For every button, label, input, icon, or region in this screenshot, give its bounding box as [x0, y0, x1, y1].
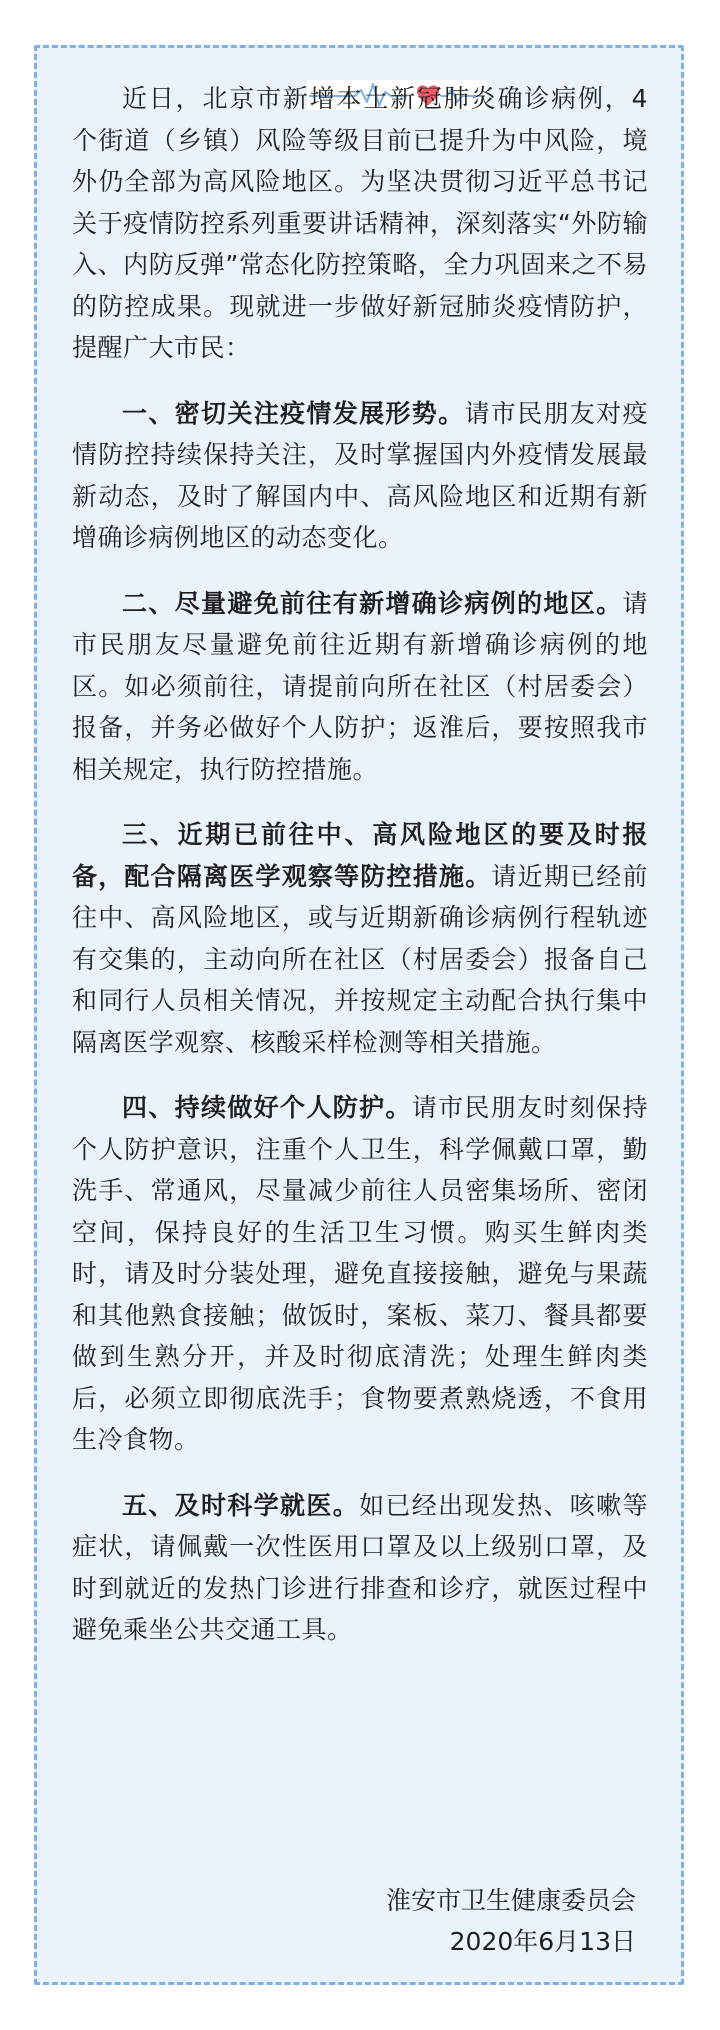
section-5-body: 如已经出现发热、咳嗽等症状，请佩戴一次性医用口罩及以上级别口罩，及时到就近的发热门诊进行排查和诊疗，就医过程中避免乘坐公共交通工具。	[72, 1490, 648, 1644]
signature-org: 淮安市卫生健康委员会	[385, 1886, 636, 1915]
section-1-heading: 一、密切关注疫情发展形势。	[122, 398, 465, 428]
section-3	[72, 814, 648, 1063]
section-4-body: 请市民朋友时刻保持个人防护意识，注重个人卫生，科学佩戴口罩，勤洗手、常通风，尽量减少前往人员密集场所、密闭空间，保持良好的生活卫生习惯。购买生鲜肉类时，请及时分装处理，避免直接接触，避免与果蔬和其他熟食接触；做饭时，案板、菜刀、餐具都要做到生熟分开，并及时彻底清洗；处理生鲜肉类后，必须立即彻底洗手；食物要煮熟烧透，不食用生冷食物。	[72, 1093, 648, 1454]
section-3-heading: 三、近期已前往中、高风险地区的要及时报备，配合隔离医学观察等防控措施。	[72, 820, 648, 891]
section-1-body: 请市民朋友对疫情防控持续保持关注，及时掌握国内外疫情发展最新动态，及时了解国内中、高风险地区和近期有新增确诊病例地区的动态变化。	[72, 398, 648, 552]
section-2	[72, 583, 648, 791]
section-4-heading: 四、持续做好个人防护。	[122, 1093, 412, 1122]
section-5	[72, 1485, 648, 1651]
section-5-heading: 五、及时科学就医。	[122, 1490, 360, 1520]
section-4	[72, 1087, 648, 1461]
section-1	[72, 393, 648, 559]
section-2-heading: 二、尽量避免前往有新增确诊病例的地区。	[122, 588, 623, 618]
notice-body	[72, 78, 648, 1675]
section-3-body: 请近期已经前往中、高风险地区，或与近期新确诊病例行程轨迹有交集的，主动向所在社区（村居委会）报备自己和同行人员相关情况，并按规定主动配合执行集中隔离医学观察、核酸采样检测等相关措施。	[72, 861, 648, 1057]
signature-block	[386, 1880, 636, 1962]
intro-paragraph: 近日，北京市新增本土新冠肺炎确诊病例，4个街道（乡镇）风险等级目前已提升为中风险，境外仍全部为高风险地区。为坚决贯彻习近平总书记关于疫情防控系列重要讲话精神，深刻落实“外防输入、内防反弹”常态化防控策略，全力巩固来之不易的防控成果。现就进一步做好新冠肺炎疫情防护，提醒广大市民：	[72, 84, 648, 362]
signature-date: 2020年6月13日	[449, 1927, 636, 1956]
section-2-body: 请市民朋友尽量避免前往近期有新增确诊病例的地区。如必须前往，请提前向所在社区（村居委会）报备，并务必做好个人防护；返淮后，要按照我市相关规定，执行防控措施。	[72, 588, 648, 784]
